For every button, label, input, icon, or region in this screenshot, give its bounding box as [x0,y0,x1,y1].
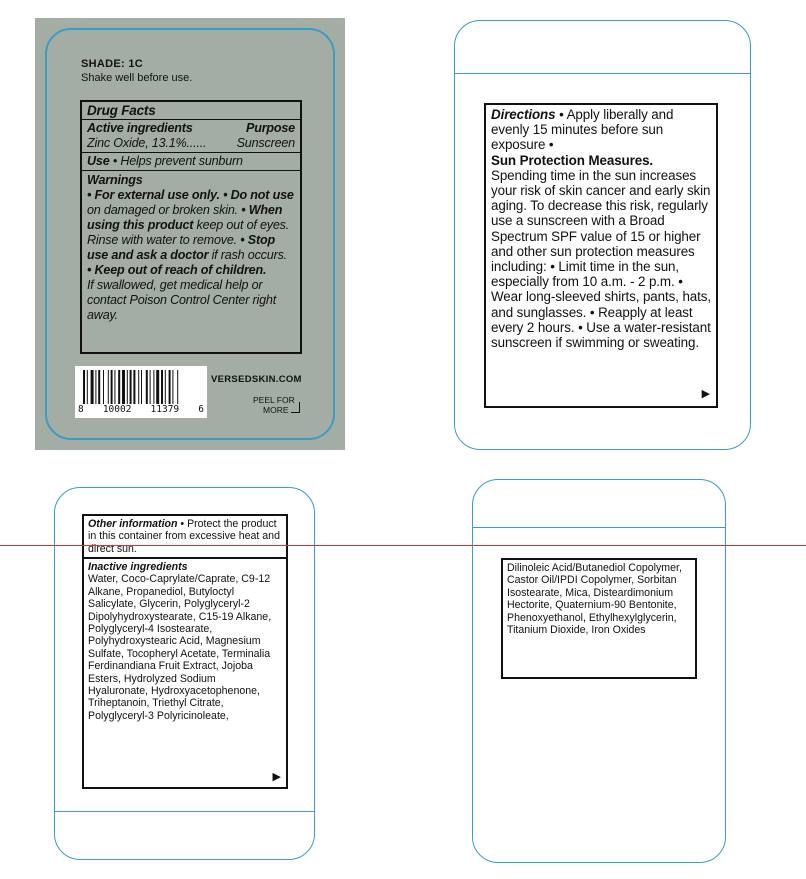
use-heading: Use [87,154,110,168]
use-text: • Helps prevent sunburn [109,154,243,168]
other-info-text: • Protect the product in this container from excessive heat and direct sun. [88,518,280,555]
shake-instruction: Shake well before use. [81,72,193,84]
dot-leader: ...... [186,136,207,150]
fold-line-top [473,527,725,528]
shade-text: SHADE: 1C [81,58,143,70]
inactive-ingredients-heading: Inactive ingredients [88,561,188,573]
continue-arrow-icon: ▶ [272,770,281,783]
active-ingredient: Zinc Oxide, 13.1% [87,136,187,150]
label-panel-4 [472,479,726,863]
sun-protection-text: Spending time in the sun increases your risk of skin cancer and early skin aging. To decrease this risk, regularly use a sunscreen with a Broad Spectrum SPF value of 15 or higher and other sun protection measures including: • Limit time in the sun, especially from 10 a.m. - 2 p.m. • Wear long-sleeved shirts, pants, hats, and sunglasses. • Reapply at least every 2 hours. • Use a water-resistant sunscreen if swimming or sweating. [491,167,711,351]
label-panel-2 [454,20,751,450]
warning-stop-use-text: if rash occurs. [208,248,287,262]
barcode-digit-4: 6 [198,404,204,415]
directions-text: • Apply liberally and evenly 15 minutes before sun exposure • [491,107,674,153]
warning-when-using: • When using this product [87,203,283,232]
directions-heading: Directions [491,107,556,122]
active-ingredients-heading: Active ingredients [87,121,193,135]
drug-facts-box [80,100,302,354]
ingredients-continued-box [501,558,697,679]
sun-protection-heading: Sun Protection Measures. [491,152,654,168]
drug-facts-title: Drug Facts [87,103,156,118]
label-panel-3 [54,487,315,860]
peel-corner-mark [291,402,300,413]
label-panel-1 [35,18,345,450]
inactive-ingredients-text: Water, Coco-Caprylate/Caprate, C9-12 Alkane, Propanediol, Butyloctyl Salicylate, Glycerin, Polyglyceryl-2 Dipolyhydroxystearate, C15-19 Alkane, Polyglyceryl-4 Isostearate, Polyhydroxystearic Acid, Magnesium Sulfate, Tocopheryl Acetate, Terminalia Ferdinandiana Fruit Extract, Jojoba Esters, Hydrolyzed Sodium Hyaluronate, Hydroxyacetophenone, Triheptanoin, Triethyl Citrate, Polyglyceryl-3 Polyricinoleate, [88,573,272,722]
barcode [75,366,207,418]
directions-box [484,103,718,408]
fold-line-top [455,73,750,74]
barcode-digit-1: 8 [78,404,84,415]
warning-when-using-text: keep out of eyes. Rinse with water to remove. [87,218,290,247]
barcode-digit-3: 11379 [150,404,180,415]
website-text: VERSEDSKIN.COM [211,374,302,385]
peel-for-text: PEEL FOR [253,395,295,405]
fold-line-bottom [55,811,314,812]
purpose-value: Sunscreen [236,136,295,150]
warning-swallowed-text: If swallowed, get medical help or contact Poison Control Center right away. [87,278,277,322]
guide-line [0,545,806,546]
warnings-heading: Warnings [87,173,143,187]
barcode-digit-2: 10002 [102,404,132,415]
barcode-bars [83,370,201,404]
warning-children: • Keep out of reach of children. [87,263,267,277]
other-info-heading: Other information [88,518,178,530]
continue-arrow-icon: ▶ [701,387,710,400]
warning-external: • For external use only. • Do not use [87,188,294,202]
purpose-heading: Purpose [246,121,295,135]
ingredients-continued-text: Dilinoleic Acid/Butanediol Copolymer, Castor Oil/IPDI Copolymer, Sorbitan Isostearate, Mica, Disteardimonium Hectorite, Quaternium-90 Bentonite, Phenoxyethanol, Ethylhexylglycerin, Titanium Dioxide, Iron Oxides [507,562,682,637]
other-info-box [82,514,288,559]
warning-stop-use: • Stop use and ask a doctor [87,233,275,262]
inactive-ingredients-box [82,557,288,789]
warning-external-text: on damaged or broken skin. [87,203,242,217]
more-text: MORE [263,405,289,415]
